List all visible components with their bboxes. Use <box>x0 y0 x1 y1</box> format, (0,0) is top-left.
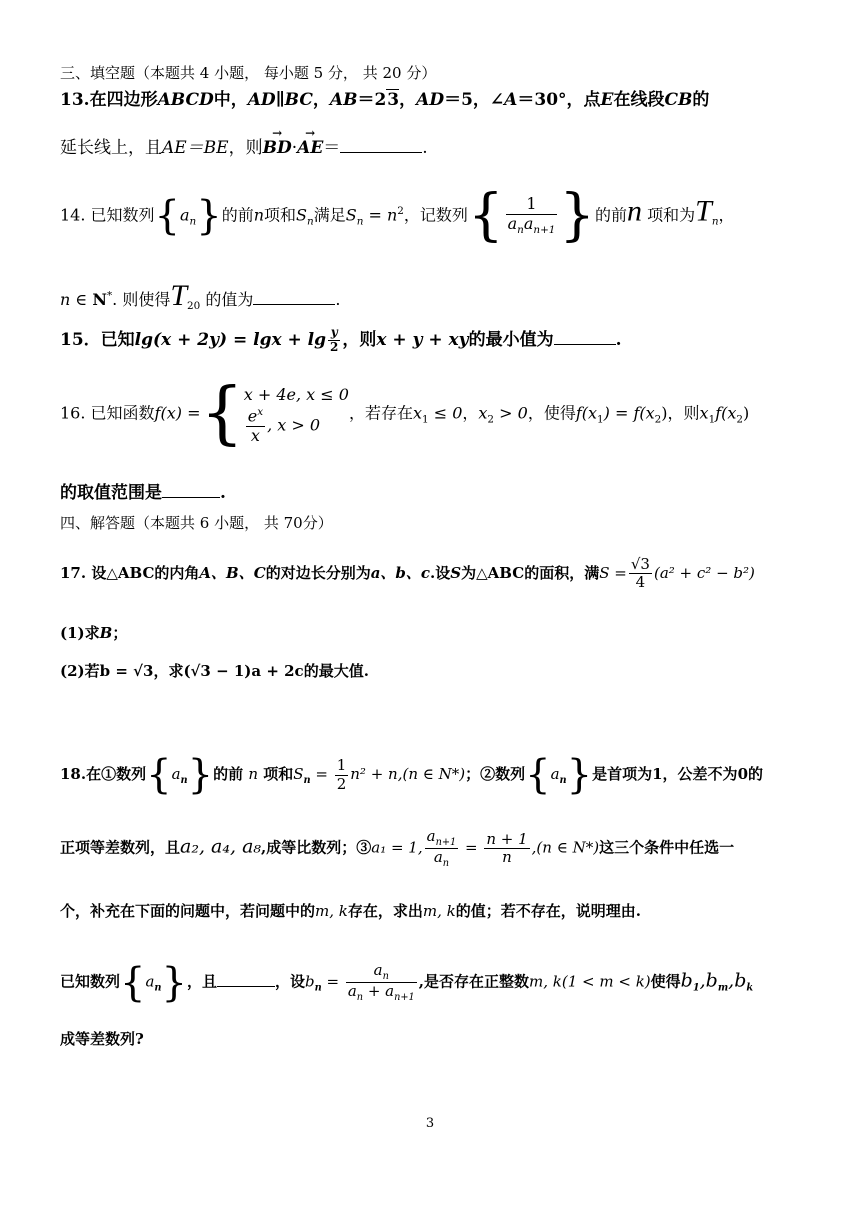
q18-line5: 成等差数列? <box>60 1030 144 1048</box>
section-4-heading: 四、解答题（本题共 6 小题， 共 70分） <box>60 514 333 532</box>
q18-condition-blank[interactable] <box>217 971 275 987</box>
q15-line: 15．已知lg(x + 2y) = lgx + lg $\frac{y}{2}$ ，则x + y + xy的最小值为 . <box>60 325 622 354</box>
q14-line1: 14. 已知数列$\{a_n\}$的前n项和$S_n$满足$S_n = n^2$，记数列{ $\frac{1}{a_na_{n+1}}$ }的前n 项和为$T_n$， <box>60 183 735 248</box>
q15-answer-blank[interactable] <box>554 329 616 345</box>
q18-line3: 个，补充在下面的问题中，若问题中的m, k存在，求出m, k的值；若不存在，说明理由. <box>60 902 641 920</box>
q18-line4: 已知数列$\{a_n\}$，且 ，设$b_n$ = $\frac{a_n}{a_n + a_{n+1}}$ ,是否存在正整数m, k(1 < m < k)使得$b_1,b_m,b_k$ <box>60 959 754 1006</box>
q18-line2: 正项等差数列，且a₂, a₄, a₈,成等比数列；③a₁ = 1, $\frac{a_{n+1}}{a_n}$ = $\frac{n + 1}{n}$ ,(n ∈ N*)这三个条件中任选一 <box>60 827 735 870</box>
q17-part2: (2)若b = √3，求(√3 − 1)a + 2c的最大值. <box>60 662 369 680</box>
q17-line1: 17. 设△ABC的内角A、B、C的对边长分别为a、b、c.设S为△ABC的面积，满S = $\frac{√3}{4}$ (a² + c² − b²) <box>60 555 755 592</box>
q14-line2: n ∈ N*. 则使得$T_{20}$ 的值为 . <box>60 279 341 313</box>
q18-line1: 18.在①数列$\{a_n\}$的前 n 项和$S_n$ = $\frac{1}{2}$ n² + n,(n ∈ N*)；②数列$\{a_n\}$是首项为1，公差不为0的 <box>60 752 764 798</box>
q17-part1: (1)求B； <box>60 624 128 642</box>
q16-piecewise: x + 4e, x ≤ 0 $\frac{e^x}{x}$ , x > 0 <box>243 384 349 445</box>
q13-line2: 延长线上，且AE＝BE，则→ BD·→ AE＝ . <box>60 137 428 158</box>
page-number: 3 <box>425 1116 435 1131</box>
q16-line1: 16. 已知函数f(x) ={ x + 4e, x ≤ 0 $\frac{e^x}{x}$ , x > 0 ，若存在$x_1 \le 0$，$x_2 > 0$，使得$f(x_1) = f(x_2)$，则$x_1f(x_2)$ <box>60 374 750 453</box>
q16-answer-blank[interactable] <box>162 482 220 498</box>
q14-answer-blank[interactable] <box>253 289 335 305</box>
q13-line1: 13.在四边形ABCD中，AD∥BC，AB＝23，AD＝5，∠A＝30°，点E在线段CB的 <box>60 90 710 110</box>
q16-line2: 的取值范围是 . <box>60 483 226 503</box>
q14-fraction: $\frac{1}{a_na_{n+1}}$ <box>507 194 556 236</box>
section-3-heading: 三、填空题（本题共 4 小题， 每小题 5 分， 共 20 分） <box>60 64 437 82</box>
q13-answer-blank[interactable] <box>340 137 422 153</box>
